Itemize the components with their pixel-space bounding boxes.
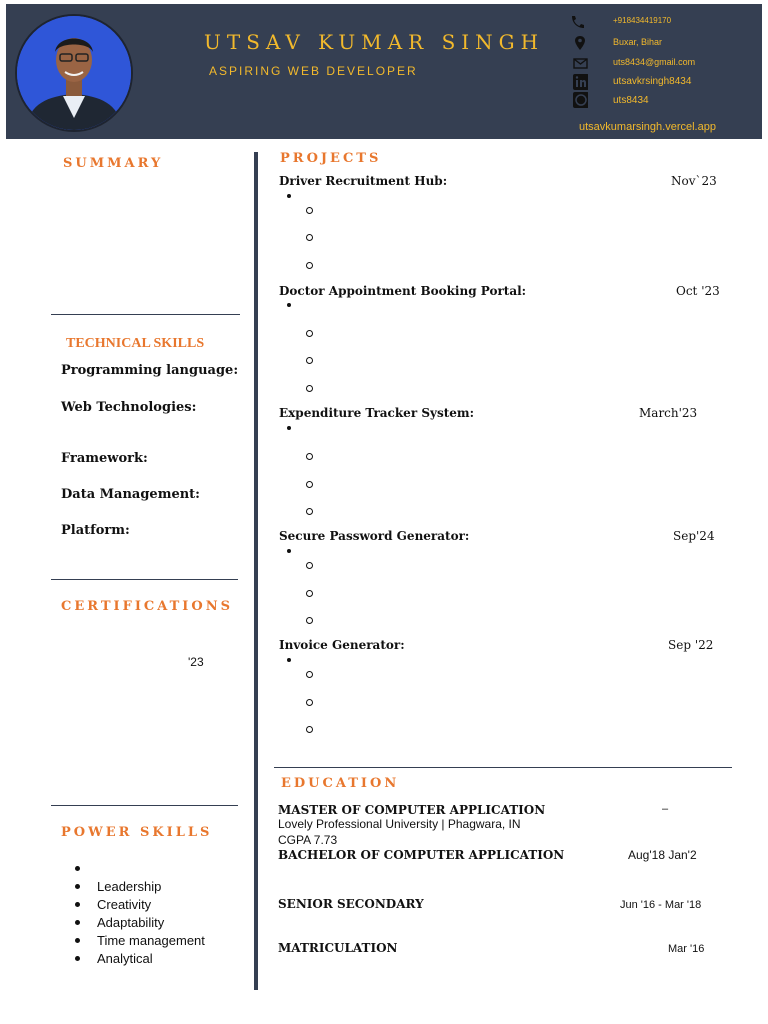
education-date: Aug'18 Jan'2 [628, 848, 697, 862]
education-degree: BACHELOR OF COMPUTER APPLICATION [278, 848, 565, 862]
candidate-role: ASPIRING WEB DEVELOPER [209, 64, 418, 78]
sub-bullet [306, 671, 313, 678]
list-item: Creativity [75, 896, 205, 914]
sub-bullet [306, 699, 313, 706]
linkedin-icon [568, 74, 588, 90]
certifications-heading: CERTIFICATIONS [61, 599, 233, 614]
bullet [287, 549, 291, 553]
list-item: Analytical [75, 950, 205, 968]
power-skills-heading: POWER SKILLS [61, 825, 213, 840]
sub-bullet [306, 207, 313, 214]
email-icon [568, 55, 588, 71]
location-pin-icon [568, 35, 588, 51]
list-item [75, 860, 205, 878]
list-item: Leadership [75, 878, 205, 896]
divider [274, 767, 732, 768]
sub-bullet [306, 590, 313, 597]
bullet [287, 303, 291, 307]
skill-label-data: Data Management: [61, 487, 200, 502]
education-degree: MASTER OF COMPUTER APPLICATION [278, 803, 546, 817]
sub-bullet [306, 481, 313, 488]
phone-text[interactable]: +918434419170 [613, 16, 672, 25]
candidate-name: UTSAV KUMAR SINGH [204, 30, 545, 54]
bullet [287, 658, 291, 662]
sub-bullet [306, 453, 313, 460]
website-link[interactable]: utsavkumarsingh.vercel.app [579, 121, 716, 133]
project-title: Invoice Generator: [279, 638, 405, 652]
bullet [287, 426, 291, 430]
divider [51, 579, 238, 580]
sub-bullet [306, 262, 313, 269]
skill-label-web: Web Technologies: [61, 400, 197, 415]
phone-icon [568, 14, 588, 30]
project-date: Nov`23 [671, 174, 717, 188]
list-item: Adaptability [75, 914, 205, 932]
project-date: Sep '22 [668, 638, 714, 652]
sub-bullet [306, 726, 313, 733]
education-gpa: CGPA 7.73 [278, 833, 338, 847]
sub-bullet [306, 234, 313, 241]
education-degree: MATRICULATION [278, 941, 398, 955]
column-divider [254, 152, 258, 990]
sub-bullet [306, 617, 313, 624]
project-title: Doctor Appointment Booking Portal: [279, 284, 527, 298]
certification-date: '23 [188, 655, 204, 669]
education-degree: SENIOR SECONDARY [278, 897, 424, 911]
list-item: Time management [75, 932, 205, 950]
skill-label-platform: Platform: [61, 523, 130, 538]
summary-heading: SUMMARY [63, 156, 164, 171]
divider [51, 314, 240, 315]
skill-label-framework: Framework: [61, 451, 148, 466]
sub-bullet [306, 330, 313, 337]
technical-skills-heading: TECHNICAL SKILLS [66, 336, 205, 351]
education-date: – [662, 803, 669, 815]
avatar [15, 14, 133, 132]
project-title: Driver Recruitment Hub: [279, 174, 448, 188]
github-icon [568, 92, 588, 108]
bullet [287, 194, 291, 198]
project-date: Oct '23 [676, 284, 720, 298]
email-text[interactable]: uts8434@gmail.com [613, 57, 696, 67]
education-date: Mar '16 [668, 943, 705, 955]
sub-bullet [306, 385, 313, 392]
project-title: Secure Password Generator: [279, 529, 470, 543]
skill-label-programming: Programming language: [61, 363, 239, 378]
project-date: Sep'24 [673, 529, 715, 543]
project-date: March'23 [639, 406, 698, 420]
power-skills-list [75, 860, 205, 968]
education-heading: EDUCATION [281, 776, 400, 791]
linkedin-text[interactable]: utsavkrsingh8434 [613, 76, 692, 87]
project-title: Expenditure Tracker System: [279, 406, 475, 420]
divider [51, 805, 238, 806]
education-institution: Lovely Professional University | Phagwara, IN [278, 817, 521, 831]
sub-bullet [306, 508, 313, 515]
github-text[interactable]: uts8434 [613, 95, 649, 106]
resume-header [6, 4, 762, 139]
projects-heading: PROJECTS [280, 151, 382, 166]
location-text: Buxar, Bihar [613, 37, 663, 47]
education-date: Jun '16 - Mar '18 [620, 899, 702, 911]
sub-bullet [306, 562, 313, 569]
sub-bullet [306, 357, 313, 364]
